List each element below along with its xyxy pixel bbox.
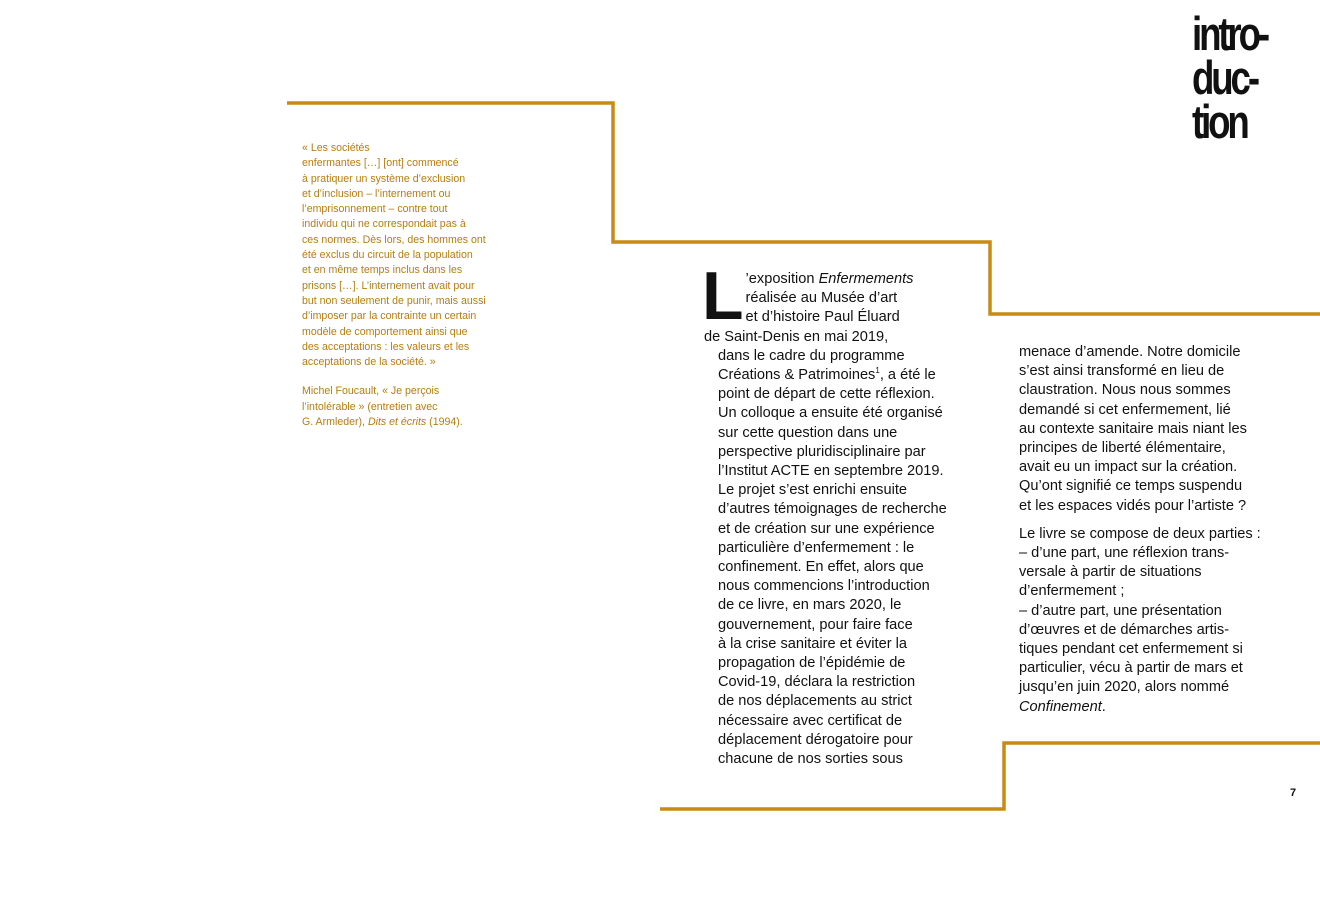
quote-line: des acceptations : les valeurs et les [302,340,470,353]
attribution-line [302,415,502,430]
body-line: et les espaces vidés pour l’artiste ? [1019,497,1247,514]
body-line: Covid-19, déclara la restriction [718,674,916,691]
title-line: duc- [1192,51,1257,104]
body-line: de nos déplacements au strict [718,693,912,710]
body-line: de Saint-Denis en mai 2019, [704,328,889,345]
drop-cap: L [702,258,744,334]
title-line: tion [1192,95,1247,148]
body-line: dans le cadre du programme [718,347,905,364]
body-line: tiques pendant cet enfermement si [1019,641,1243,658]
body-line: perspective pluridisciplinaire par [718,443,926,460]
quote-line: but non seulement de punir, mais aussi [302,294,486,307]
body-text: , a été le [879,367,936,384]
body-line: principes de liberté élémentaire, [1019,440,1226,457]
quote-line: acceptations de la société. » [302,356,436,369]
body-line: versale à partir de situations [1019,564,1202,581]
body-line: sur cette question dans une [718,424,898,441]
body-line: chacune de nos sorties sous [718,751,903,768]
body-line: déplacement dérogatoire pour [718,731,913,748]
body-line: particulière d’enfermement : le [718,539,915,556]
body-line: menace d’amende. Notre domicile [1019,344,1241,360]
quote-line: « Les sociétés [302,142,370,154]
page-title [1192,7,1267,148]
quote-line: prisons […]. L’internement avait pour [302,279,475,292]
body-line: s’est ainsi transformé en lieu de [1019,363,1225,380]
body-line: nous commencions l’introduction [718,578,930,595]
body-line: gouvernement, pour faire face [718,616,913,633]
body-line [704,270,974,289]
footnote-marker[interactable]: 1 [875,366,880,376]
body-line: Le livre se compose de deux parties : [1019,525,1261,542]
quote-line: été exclus du circuit de la population [302,249,473,262]
body-line: et de création sur une expérience [718,520,935,537]
attribution-line: l’intolérable » (entretien avec [302,400,438,413]
body-line: confinement. En effet, alors que [718,559,924,576]
body-line: demandé si cet enfermement, lié [1019,401,1231,418]
body-line: l’Institut ACTE en septembre 2019. [718,463,944,480]
body-line: au contexte sanitaire mais niant les [1019,420,1247,437]
exhibition-title: Enfermements [818,271,914,287]
quote-line: individu qui ne correspondait pas à [302,218,466,231]
quote-line: et en même temps inclus dans les [302,264,463,277]
body-line: – d’autre part, une présentation [1019,602,1222,619]
body-text: . [1101,698,1106,715]
body-line: d’enfermement ; [1019,583,1125,600]
page-number: 7 [1290,787,1297,799]
quote-line: enfermantes […] [ont] commencé [302,157,459,170]
quote-line: ces normes. Dès lors, des hommes ont [302,233,486,246]
body-line [1019,698,1309,717]
attribution-text: G. Armleder), [302,416,368,429]
body-column-2 [1019,343,1309,717]
body-line: Le projet s’est enrichi ensuite [718,482,908,499]
epigraph-quote [302,141,502,430]
quote-attribution [302,384,502,430]
body-line [704,366,974,385]
body-column-1 [702,258,974,769]
body-line: – d’une part, une réflexion trans- [1019,545,1230,562]
body-line: et d’histoire Paul Éluard [745,309,900,326]
body-line: Qu’ont signifié ce temps suspendu [1019,478,1243,495]
quote-line: à pratiquer un système d’exclusion [302,172,466,185]
body-line: nécessaire avec certificat de [718,712,903,729]
quote-line: modèle de comportement ainsi que [302,325,468,338]
quote-line: et d’inclusion – l’internement ou [302,187,451,200]
confinement-term: Confinement [1019,698,1102,715]
body-line: d’œuvres et de démarches artis- [1019,621,1230,638]
body-line: réalisée au Musée d’art [745,290,898,307]
quote-line: l’emprisonnement – contre tout [302,203,448,216]
body-line: avait eu un impact sur la création. [1019,459,1238,476]
body-line: point de départ de cette réflexion. [718,386,935,403]
body-line: propagation de l’épidémie de [718,655,906,672]
body-line: d’autres témoignages de recherche [718,501,947,518]
attribution-line: Michel Foucault, « Je perçois [302,385,440,398]
body-line: de ce livre, en mars 2020, le [718,597,902,614]
body-line: claustration. Nous nous sommes [1019,382,1231,399]
body-text: ’exposition [745,271,819,287]
attribution-text: (1994). [426,416,463,429]
body-line: jusqu’en juin 2020, alors nommé [1019,679,1230,696]
quote-line: d’imposer par la contrainte un certain [302,310,477,323]
body-line: particulier, vécu à partir de mars et [1019,660,1243,677]
body-line: à la crise sanitaire et éviter la [718,635,907,652]
title-line: intro- [1192,7,1267,60]
book-title: Dits et écrits [367,416,427,429]
body-line: Un colloque a ensuite été organisé [718,405,943,422]
body-text: Créations & Patrimoines [718,367,876,384]
